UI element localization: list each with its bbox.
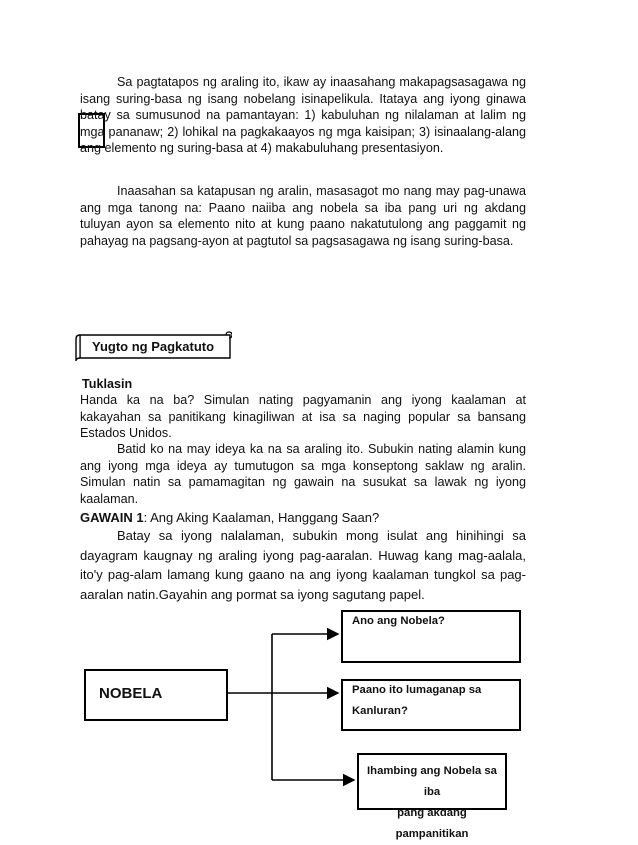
question-2-text (352, 680, 481, 722)
tuklasin-paragraph-1-text: Handa ka na ba? Simulan nating pagyamanin ang iyong kaalaman at kakayahan sa panitikang kinagiliwan at isa sa naging popular sa bansang Estados Unidos. (80, 393, 526, 441)
gawain-label: GAWAIN 1 (80, 510, 144, 525)
intro-paragraph-1-text: Sa pagtatapos ng araling ito, ikaw ay inaasahang makapagsasagawa ng isang suring-basa ng isang nobelang isinapelikula. Itataya ang iyong ginawa batay sa sumusunod na pamantayan: 1) kabuluhan ng nilalaman at lalim ng mga pananaw; 2) lohikal na pagkakaayos ng mga kaisipan; 3) isinaalang-alang ang elemento ng suring-basa at 4) makabuluhang presentasiyon. (80, 75, 526, 156)
intro-paragraph-2-text: Inaasahan sa katapusan ng aralin, masasagot mo nang may pag-unawa ang mga tanong na: Paano naiiba ang nobela sa iba pang uri ng akdang tuluyan ayon sa elemento nito at kung paano nakatutulong ang paggamit ng pahayag na pagsang-ayon at pagtutol sa pagsasagawa ng isang suring-basa. (80, 184, 526, 248)
gawain-instructions-text: Batay sa iyong nalalaman, subukin mong isulat ang hinihingi sa dayagram kaugnay ng araling iyong pag-aaralan. Huwag kang mag-aalala, ito'y pag-alam lamang kung gaano na ang iyong kaalaman tungkol sa pag-aaralan natin.Gayahin ang pormat sa iyong sagutang papel. (80, 528, 526, 602)
nobela-center-label: NOBELA (99, 685, 163, 702)
question-1-text: Ano ang Nobela? (352, 615, 445, 627)
question-3-line-2: pang akdang pampanitikan (395, 807, 469, 840)
question-2-line-1: Paano ito lumaganap sa (352, 684, 482, 696)
question-3-text (364, 761, 500, 845)
tuklasin-paragraph-2-text: Batid ko na may ideya ka na sa araling ito. Subukin nating alamin kung ang iyong mga ideya ay tumutugon sa mga konseptong saklaw ng aralin. Simulan natin sa pamamagitan ng gawain na susukat sa lawak ng iyong kaalaman. (80, 442, 526, 506)
question-2-line-2: Kanluran? (352, 705, 408, 717)
yugto-banner-label: Yugto ng Pagkatuto (92, 339, 215, 354)
gawain-title: : Ang Aking Kaalaman, Hanggang Saan? (143, 510, 380, 525)
tuklasin-heading: Tuklasin (82, 377, 133, 391)
question-3-line-1: Ihambing ang Nobela sa iba (367, 765, 497, 798)
